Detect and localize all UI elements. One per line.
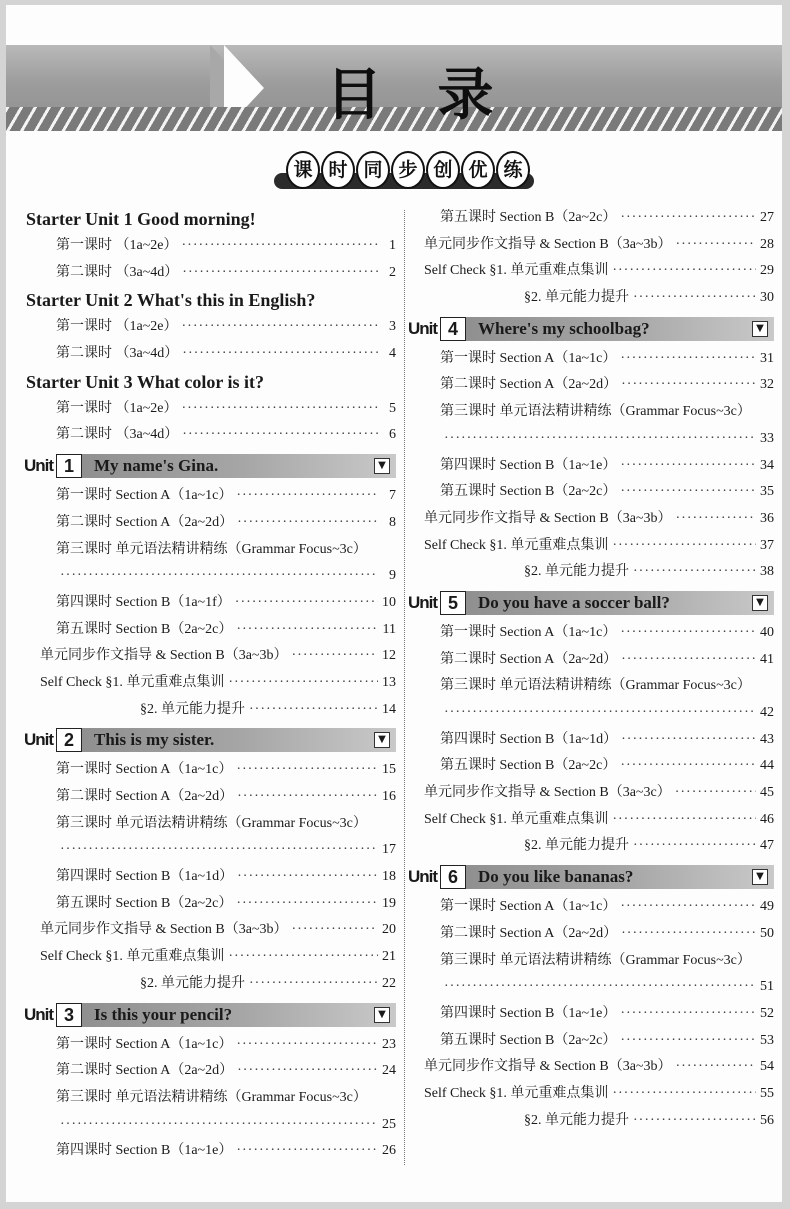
leader-dots [182, 341, 378, 368]
unit-title: My name's Gina. [94, 456, 219, 476]
title-banner [6, 45, 782, 131]
toc-entry[interactable] [24, 837, 396, 864]
leader-dots [236, 483, 378, 510]
toc-entry[interactable] [408, 620, 774, 647]
entry-label: Self Check §1. 单元重难点集训 [40, 949, 225, 965]
entry-label: 单元同步作文指导 & Section B（3a~3b） [424, 510, 672, 526]
leader-dots [182, 422, 378, 449]
toc-entry[interactable] [408, 426, 774, 453]
leader-dots [633, 1108, 756, 1135]
unit-band [440, 591, 774, 615]
toc-entry[interactable] [408, 533, 774, 560]
unit-word: Unit [24, 730, 54, 750]
toc-entry[interactable] [408, 647, 774, 674]
leader-dots [236, 891, 378, 918]
page-number: 2 [389, 264, 396, 280]
toc-entry[interactable] [24, 864, 396, 891]
entry-label: 第一课时 （1a~2e） [56, 400, 178, 416]
page-number: 8 [389, 514, 396, 530]
page-number: 33 [760, 430, 774, 446]
toc-entry[interactable] [408, 700, 774, 727]
leader-dots [620, 753, 756, 780]
page-title: 目 录 [326, 63, 512, 128]
toc-entry[interactable] [408, 232, 774, 259]
page-number: 41 [760, 651, 774, 667]
toc-entry[interactable] [24, 1032, 396, 1059]
starter-unit-title: Starter Unit 3 What color is it? [26, 371, 264, 392]
toc-entry[interactable] [24, 483, 396, 510]
page-number: 17 [382, 842, 396, 858]
leader-dots [612, 807, 756, 834]
unit-header-3[interactable] [24, 1000, 396, 1030]
page-number: 15 [382, 762, 396, 778]
page-number: 40 [760, 624, 774, 640]
leader-dots [675, 780, 756, 807]
entry-label: 第一课时 （1a~2e） [56, 238, 178, 253]
dropdown-icon[interactable]: ▼ [374, 1007, 390, 1023]
entry-label: 第二课时 Section A（2a~2d） [440, 377, 618, 393]
toc-entry[interactable] [24, 643, 396, 670]
unit-number: 3 [56, 1003, 82, 1027]
toc-entry[interactable] [24, 510, 396, 537]
toc-entry[interactable] [24, 396, 396, 423]
page-number: 52 [760, 1005, 774, 1021]
leader-dots [236, 1032, 378, 1059]
leader-dots [182, 260, 378, 287]
leader-dots [621, 921, 756, 948]
entry-label: §2. 单元能力提升 [524, 290, 629, 306]
unit-title: Where's my schoolbag? [478, 318, 650, 338]
toc-entry[interactable] [24, 537, 396, 564]
entry-label: 第五课时 Section B（2a~2c） [56, 621, 233, 637]
entry-label: 第二课时 （3a~4d） [56, 427, 179, 443]
toc-entry[interactable] [24, 233, 396, 260]
entry-label: 第三课时 单元语法精讲精练（Grammar Focus~3c） [56, 815, 367, 831]
leader-dots [237, 1058, 378, 1085]
leader-dots [620, 346, 756, 373]
page-number: 16 [382, 789, 396, 804]
toc-entry[interactable] [24, 1085, 396, 1112]
dropdown-icon[interactable]: ▼ [752, 869, 768, 885]
leader-dots [60, 837, 378, 864]
toc-entry[interactable] [24, 563, 396, 590]
leader-dots [444, 426, 756, 453]
starter-unit-title: Starter Unit 1 Good morning! [26, 209, 256, 229]
page-number: 35 [760, 484, 774, 500]
unit-title: Do you like bananas? [478, 867, 634, 887]
entry-label: 第三课时 单元语法精讲精练（Grammar Focus~3c） [440, 678, 751, 694]
toc-entry[interactable] [24, 1112, 396, 1139]
entry-label: 第三课时 单元语法精讲精练（Grammar Focus~3c） [440, 952, 751, 968]
toc-entry[interactable] [24, 917, 396, 944]
page-number: 18 [382, 869, 396, 885]
leader-dots [60, 1112, 378, 1139]
leader-dots [236, 757, 378, 784]
subtitle-char: 步 [391, 151, 425, 189]
entry-label: 第四课时 Section B（1a~1e） [56, 1143, 233, 1159]
toc-entry[interactable] [24, 891, 396, 918]
page-number: 20 [382, 922, 396, 938]
toc-entry[interactable] [408, 258, 774, 285]
entry-label: 第五课时 Section B（2a~2c） [56, 895, 233, 911]
page-number: 19 [382, 895, 396, 911]
page-number: 27 [760, 210, 774, 225]
unit-word: Unit [408, 318, 438, 338]
entry-label: 第二课时 Section A（2a~2d） [440, 651, 618, 667]
leader-dots [249, 971, 378, 998]
toc-entry[interactable] [24, 944, 396, 971]
toc-entry[interactable] [408, 673, 774, 700]
page-number: 1 [389, 238, 396, 253]
entry-label: 单元同步作文指导 & Section B（3a~3c） [424, 785, 671, 801]
unit-band [56, 1003, 396, 1027]
entry-label: §2. 单元能力提升 [140, 701, 245, 717]
entry-label: 第二课时 （3a~4d） [56, 264, 179, 280]
page-number: 25 [382, 1116, 396, 1132]
page-number: 54 [760, 1059, 774, 1075]
entry-label: §2. 单元能力提升 [524, 838, 629, 854]
unit-number: 5 [440, 591, 466, 615]
page-number: 23 [382, 1036, 396, 1052]
leader-dots [612, 258, 756, 285]
leader-dots [235, 590, 378, 617]
dropdown-icon[interactable]: ▼ [374, 458, 390, 474]
entry-label: 第一课时 （1a~2e） [56, 319, 178, 335]
leader-dots [621, 372, 756, 399]
toc-entry[interactable] [408, 1001, 774, 1028]
toc-entry[interactable] [24, 784, 396, 811]
leader-dots [620, 205, 756, 232]
unit-number: 1 [56, 454, 82, 478]
section-subtitle [274, 151, 534, 193]
entry-label: 第一课时 Section A（1a~1c） [440, 350, 617, 366]
page-number: 26 [382, 1143, 396, 1159]
toc-entry[interactable] [408, 833, 774, 860]
unit-word: Unit [24, 1004, 54, 1024]
unit-header-1[interactable] [24, 451, 396, 481]
toc-page [6, 5, 782, 1202]
page-number: 56 [760, 1112, 774, 1128]
leader-dots [633, 559, 756, 586]
leader-dots [444, 974, 756, 1001]
page-number: 38 [760, 564, 774, 580]
entry-label: 第一课时 Section A（1a~1c） [56, 1036, 233, 1052]
leader-dots [237, 784, 378, 811]
toc-entry[interactable] [408, 753, 774, 780]
toc-entry[interactable] [24, 314, 396, 341]
page-number: 7 [389, 488, 396, 504]
unit-title: This is my sister. [94, 730, 215, 750]
entry-label: Self Check §1. 单元重难点集训 [424, 263, 609, 279]
page-number: 36 [760, 510, 774, 526]
toc-entry[interactable] [408, 780, 774, 807]
leader-dots [621, 727, 756, 754]
entry-label: 第一课时 Section A（1a~1c） [440, 624, 617, 640]
leader-dots [228, 670, 378, 697]
leader-dots [676, 1054, 756, 1081]
toc-entry[interactable] [24, 757, 396, 784]
toc-entry[interactable] [408, 285, 774, 312]
page-number: 13 [382, 674, 396, 690]
toc-entry[interactable] [408, 807, 774, 834]
entry-label: 第二课时 Section A（2a~2d） [56, 514, 234, 530]
leader-dots [249, 697, 378, 724]
entry-label: 第二课时 Section A（2a~2d） [56, 1063, 234, 1079]
dropdown-icon[interactable]: ▼ [752, 595, 768, 611]
page-number: 49 [760, 899, 774, 915]
leader-dots [612, 533, 756, 560]
toc-entry[interactable] [408, 399, 774, 426]
entry-label: 第二课时 Section A（2a~2d） [56, 789, 234, 804]
entry-label: §2. 单元能力提升 [140, 975, 245, 991]
entry-label: Self Check §1. 单元重难点集训 [424, 1085, 609, 1101]
page-number: 31 [760, 350, 774, 366]
entry-label: 第一课时 Section A（1a~1c） [440, 899, 617, 915]
leader-dots [182, 314, 378, 341]
leader-dots [620, 894, 756, 921]
entry-label: 单元同步作文指导 & Section B（3a~3b） [424, 1059, 672, 1075]
toc-entry[interactable] [408, 1108, 774, 1135]
entry-label: §2. 单元能力提升 [524, 1112, 629, 1128]
toc-entry[interactable] [408, 1054, 774, 1081]
subtitle-chars [286, 151, 530, 189]
page-number: 45 [760, 785, 774, 801]
unit-header-6[interactable] [408, 862, 774, 892]
leader-dots [676, 232, 756, 259]
leader-dots [612, 1081, 756, 1108]
unit-title: Do you have a soccer ball? [478, 592, 670, 612]
page-number: 28 [760, 236, 774, 252]
toc-entry[interactable] [24, 670, 396, 697]
unit-title: Is this your pencil? [94, 1004, 233, 1024]
toc-entry[interactable] [408, 205, 774, 232]
leader-dots [620, 620, 756, 647]
page-number: 10 [382, 594, 396, 610]
toc-entry[interactable] [408, 479, 774, 506]
toc-entry[interactable] [408, 948, 774, 975]
page-number: 50 [760, 925, 774, 941]
leader-dots [182, 396, 378, 423]
unit-word: Unit [408, 867, 438, 887]
leader-dots [236, 617, 378, 644]
entry-label: 第五课时 Section B（2a~2c） [440, 484, 617, 500]
leader-dots [620, 479, 756, 506]
subtitle-char: 同 [356, 151, 390, 189]
entry-label: 第五课时 Section B（2a~2c） [440, 210, 617, 225]
unit-number: 2 [56, 728, 82, 752]
toc-entry[interactable] [408, 372, 774, 399]
page-number: 43 [760, 731, 774, 747]
page-number: 24 [382, 1063, 396, 1079]
page-number: 34 [760, 457, 774, 473]
entry-label: 第四课时 Section B（1a~1e） [440, 1005, 617, 1021]
toc-entry[interactable] [24, 971, 396, 998]
unit-band [56, 728, 396, 752]
leader-dots [676, 506, 756, 533]
unit-word: Unit [24, 456, 54, 476]
entry-label: 第四课时 Section B（1a~1d） [440, 731, 618, 747]
toc-entry[interactable] [24, 1058, 396, 1085]
leader-dots [237, 510, 378, 537]
page-number: 11 [382, 621, 396, 637]
page-number: 21 [382, 949, 396, 965]
entry-label: 第五课时 Section B（2a~2c） [440, 1032, 617, 1048]
entry-label: 单元同步作文指导 & Section B（3a~3b） [40, 922, 288, 938]
page-number: 29 [760, 263, 774, 279]
toc-entry[interactable] [408, 921, 774, 948]
unit-band [440, 865, 774, 889]
entry-label: 第三课时 单元语法精讲精练（Grammar Focus~3c） [56, 541, 367, 557]
leader-dots [633, 285, 756, 312]
leader-dots [620, 453, 756, 480]
entry-label: §2. 单元能力提升 [524, 564, 629, 580]
toc-entry[interactable] [24, 697, 396, 724]
toc-entry[interactable] [24, 422, 396, 449]
unit-number: 4 [440, 317, 466, 341]
dropdown-icon[interactable]: ▼ [374, 732, 390, 748]
entry-label: 第三课时 单元语法精讲精练（Grammar Focus~3c） [440, 404, 751, 420]
page-number: 47 [760, 838, 774, 854]
unit-band [56, 454, 396, 478]
page-number: 5 [389, 400, 396, 416]
entry-label: 第四课时 Section B（1a~1e） [440, 457, 617, 473]
leader-dots [228, 944, 378, 971]
entry-label: 第二课时 （3a~4d） [56, 346, 179, 362]
page-number: 22 [382, 975, 396, 991]
toc-entry[interactable] [24, 811, 396, 838]
starter-unit-title: Starter Unit 2 What's this in English? [26, 290, 316, 311]
leader-dots [237, 864, 378, 891]
subtitle-char: 时 [321, 151, 355, 189]
page-number: 53 [760, 1032, 774, 1048]
page-number: 12 [382, 648, 396, 664]
page-number: 55 [760, 1085, 774, 1101]
unit-header-5[interactable] [408, 588, 774, 618]
leader-dots [236, 1138, 378, 1165]
unit-band [440, 317, 774, 341]
page-number: 51 [760, 979, 774, 995]
page-number: 9 [389, 568, 396, 584]
page-number: 3 [389, 319, 396, 335]
entry-label: 第一课时 Section A（1a~1c） [56, 488, 233, 504]
leader-dots [60, 563, 378, 590]
dropdown-icon[interactable]: ▼ [752, 321, 768, 337]
toc-entry[interactable] [408, 894, 774, 921]
leader-dots [292, 917, 378, 944]
subtitle-char: 课 [286, 151, 320, 189]
toc-entry[interactable] [24, 341, 396, 368]
toc-entry[interactable] [408, 1028, 774, 1055]
entry-label: 第二课时 Section A（2a~2d） [440, 925, 618, 941]
unit-number: 6 [440, 865, 466, 889]
column-divider [404, 210, 405, 1165]
leader-dots [292, 643, 378, 670]
leader-dots [633, 833, 756, 860]
toc-entry[interactable] [408, 346, 774, 373]
unit-header-4[interactable] [408, 314, 774, 344]
page-number: 6 [389, 427, 396, 443]
page-number: 37 [760, 537, 774, 553]
toc-entry[interactable] [24, 590, 396, 617]
page-number: 30 [760, 290, 774, 306]
entry-label: Self Check §1. 单元重难点集训 [424, 537, 609, 553]
toc-entry[interactable] [408, 727, 774, 754]
page-number: 14 [382, 701, 396, 717]
subtitle-char: 练 [496, 151, 530, 189]
toc-entry[interactable] [24, 260, 396, 287]
toc-entry[interactable] [24, 1138, 396, 1165]
leader-dots [620, 1001, 756, 1028]
leader-dots [620, 1028, 756, 1055]
entry-label: 第四课时 Section B（1a~1d） [56, 869, 234, 885]
leader-dots [182, 233, 378, 260]
unit-word: Unit [408, 592, 438, 612]
toc-entry[interactable] [408, 974, 774, 1001]
entry-label: Self Check §1. 单元重难点集训 [424, 811, 609, 827]
unit-header-2[interactable] [24, 725, 396, 755]
toc-entry[interactable] [24, 617, 396, 644]
toc-entry[interactable] [408, 506, 774, 533]
page-number: 44 [760, 758, 774, 774]
entry-label: 第五课时 Section B（2a~2c） [440, 758, 617, 774]
subtitle-char: 优 [461, 151, 495, 189]
entry-label: 第一课时 Section A（1a~1c） [56, 762, 233, 778]
entry-label: Self Check §1. 单元重难点集训 [40, 674, 225, 690]
leader-dots [621, 647, 756, 674]
page-number: 46 [760, 811, 774, 827]
entry-label: 第四课时 Section B（1a~1f） [56, 594, 231, 610]
subtitle-char: 创 [426, 151, 460, 189]
right-column [408, 205, 774, 1134]
entry-label: 单元同步作文指导 & Section B（3a~3b） [424, 236, 672, 252]
left-column [24, 205, 396, 1165]
toc-entry[interactable] [408, 453, 774, 480]
page-number: 32 [760, 377, 774, 393]
page-number: 42 [760, 705, 774, 720]
toc-entry[interactable] [408, 559, 774, 586]
entry-label: 第三课时 单元语法精讲精练（Grammar Focus~3c） [56, 1089, 367, 1105]
toc-entry[interactable] [408, 1081, 774, 1108]
leader-dots [444, 700, 756, 727]
page-number: 4 [389, 346, 396, 362]
entry-label: 单元同步作文指导 & Section B（3a~3b） [40, 648, 288, 664]
